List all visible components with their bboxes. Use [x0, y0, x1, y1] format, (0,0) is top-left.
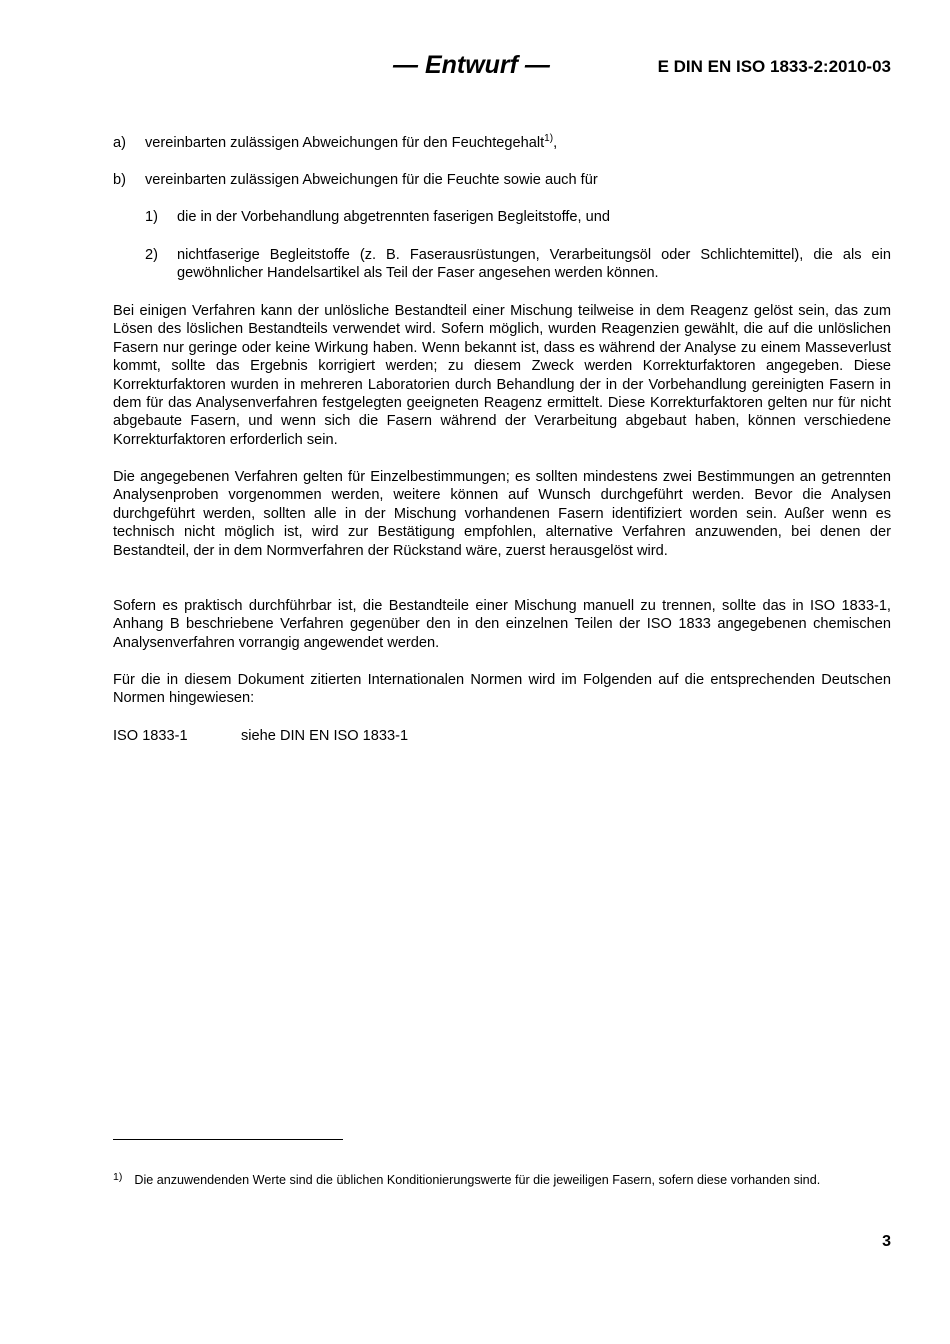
list-label: a) — [113, 135, 126, 151]
norm-reference-iso: ISO 1833-1 — [113, 728, 188, 744]
list-label: b) — [113, 172, 126, 188]
sub-item-2 — [145, 246, 891, 283]
document-id: E DIN EN ISO 1833-2:2010-03 — [657, 57, 891, 76]
page-number: 3 — [882, 1233, 891, 1250]
sub-item-1 — [145, 208, 891, 226]
footnote-text: Die anzuwendenden Werte sind die üblichen Konditionierungswerte für die jeweiligen Fasern, sofern diese vorhanden sind. — [134, 1173, 821, 1187]
draft-label: — Entwurf — — [393, 51, 550, 79]
list-label: 2) — [145, 247, 158, 263]
paragraph: Die angegebenen Verfahren gelten für Einzelbestimmungen; es sollten mindestens zwei Bestimmungen an getrennten Analysenproben vorgenommen werden, weitere können auf Wunsch durchgeführt werden. Bevor die Analysen durchgeführt werden, sollten alle in der Mischung vorhandenen Fasern identifiziert worden sein. Außer wenn es technisch nicht möglich ist, wird zur Bestätigung empfohlen, alternative Verfahren anzuwenden, bei denen der Bestandteil, der in dem Normverfahren der Rückstand wäre, zuerst herausgelöst wird. — [113, 469, 891, 559]
paragraph: Sofern es praktisch durchführbar ist, die Bestandteile einer Mischung manuell zu trennen, sollte das in ISO 1833-1, Anhang B beschriebene Verfahren gegenüber den in den einzelnen Teilen der ISO 1833 angegebenen chemischen Analysenverfahren vorrangig angewendet werden. — [113, 598, 891, 651]
list-suffix: , — [553, 135, 558, 151]
list-item-a — [113, 134, 891, 152]
list-text: vereinbarten zulässigen Abweichungen für den Feuchtegehalt — [145, 135, 545, 151]
footnote — [113, 1169, 891, 1189]
list-text: nichtfaserige Begleitstoffe (z. B. Faserausrüstungen, Verarbeitungsöl oder Schlichtemittel), die als ein gewöhnlicher Handelsartikel als Teil der Faser angesehen werden können. — [177, 247, 891, 282]
footnote-divider — [113, 1139, 343, 1140]
paragraph: Bei einigen Verfahren kann der unlösliche Bestandteil einer Mischung teilweise in dem Reagenz gelöst sein, das zum Lösen des löslichen Bestandteils verwendet wird. Sofern möglich, wurden Reagenzien gewählt, die auf die unlöslichen Fasern nur geringe oder keine Wirkung haben. Wenn bekannt ist, dass es während der Analyse zu einem Masseverlust kommt, sollte das Ergebnis korrigiert werden; zu diesem Zweck werden Korrekturfaktoren angegeben. Diese Korrekturfaktoren wurden in mehreren Laboratorien durch Behandlung der in der Vorbehandlung gereinigten Fasern in dem für das Analysenverfahren festgelegten geeigneten Reagenz ermittelt. Diese Korrekturfaktoren gelten nur für nicht abgebaute Fasern, und wenn sich die Fasern während der Verarbeitung abgebaut haben, können verschiedene Korrekturfaktoren erforderlich sein. — [113, 303, 891, 448]
list-item-b — [113, 171, 891, 189]
list-text: vereinbarten zulässigen Abweichungen für die Feuchte sowie auch für — [145, 172, 598, 188]
norm-reference-din: siehe DIN EN ISO 1833-1 — [241, 728, 409, 744]
list-text: die in der Vorbehandlung abgetrennten faserigen Begleitstoffe, und — [177, 209, 611, 225]
footnote-marker: 1) — [113, 1171, 123, 1183]
footnote-ref[interactable]: 1) — [544, 133, 554, 144]
paragraph: Für die in diesem Dokument zitierten Internationalen Normen wird im Folgenden auf die entsprechenden Deutschen Normen hingewiesen: — [113, 672, 891, 707]
list-label: 1) — [145, 209, 158, 225]
